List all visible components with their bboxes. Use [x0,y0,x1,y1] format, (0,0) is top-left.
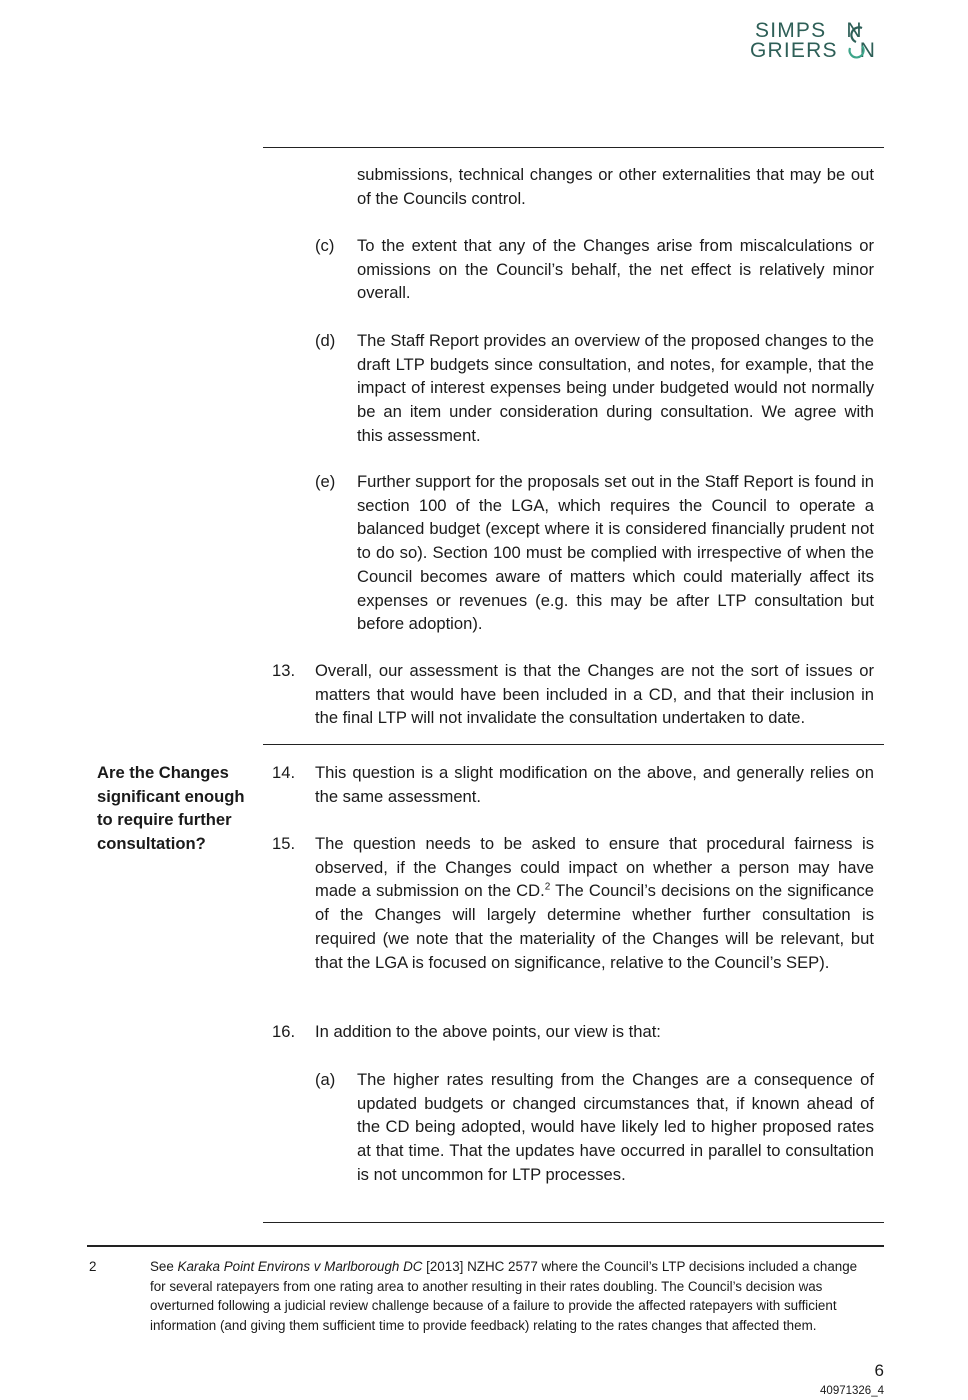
logo-mark-icon [846,22,866,62]
footnote-text [150,1257,876,1335]
continuation-text: submissions, technical changes or other externalities that may be out of the Councils control. [357,165,874,208]
para-13-text: Overall, our assessment is that the Changes are not the sort of issues or matters that would have been included in a CD, and that their inclusion in the final LTP will not invalidate the consultation undertaken to date. [315,661,874,728]
footnote-number: 2 [89,1259,97,1274]
item-16a-text: The higher rates resulting from the Changes are a consequence of updated budgets or changed circumstances that, if known ahead of the CD being adopted, would have likely led to higher proposed rates at that time. That the updates have occurred in parallel to consultation is not uncommon for LTP processes. [357,1070,874,1184]
logo-text-line2: GRIERS [750,39,838,62]
footnote-ref-2[interactable]: 2 [544,881,551,893]
item-d-text: The Staff Report provides an overview of the proposed changes to the draft LTP budgets since consultation, and notes, for example, that the impact of interest expenses being under budgeted would not normally be an item under consideration during consultation. We agree with this assessment. [357,331,874,445]
page-number: 6 [874,1361,884,1380]
logo-text-line1-end: N [846,19,863,42]
footnote-body: [2013] NZHC 2577 where the Council’s LTP decisions included a change for several ratepayers from one rating area to another resulting in their rates doubling. The Council’s decision was overturned following a judicial review challenge because of a failure to provide the affected ratepayers with sufficient information (and giving them sufficient time to provide feedback) relating to the rates changes that affected them. [150,1259,858,1333]
para-15-text-before: The question needs to be asked to ensure that procedural fairness is observed, if the Changes could impact on whether a person may have made a submission on the CD. [315,834,874,901]
footnote-see: See [150,1259,178,1274]
item-c-label: (c) [315,236,335,255]
bottom-rule [263,1222,884,1223]
item-c-text: To the extent that any of the Changes arise from miscalculations or omissions on the Council’s behalf, the net effect is relatively minor overall. [357,236,874,303]
item-e-label: (e) [315,472,336,491]
para-15-text-after: The Council’s decisions on the significance of the Changes will largely determine whether further consultation is required (we note that the materiality of the Changes will be relevant, but that the LGA is focused on significance, relative to the Council’s SEP). [315,881,874,972]
logo-text-line1: SIMPS [755,19,827,42]
simpson-grierson-logo [748,18,888,66]
logo-text-line2-end: N [859,39,877,62]
top-rule [263,147,884,148]
para-15-text [315,832,874,974]
para-15-label: 15. [272,834,296,853]
footnote-rule [87,1245,884,1247]
side-heading: Are the Changes significant enough to require further consultation? [97,763,245,854]
para-16-label: 16. [272,1022,296,1041]
para-13-label: 13. [272,661,296,680]
item-d-label: (d) [315,331,336,350]
item-16a-label: (a) [315,1070,336,1089]
item-e-text: Further support for the proposals set out in the Staff Report is found in section 100 of the LGA, which requires the Council to operate a balanced budget (except where it is considered financially prudent not to do so). Section 100 must be complied with irrespective of when the Council becomes aware of matters which could materially affect its expenses or revenues (e.g. this may be after LTP consultation but before adoption). [357,472,874,634]
footnote-case-name: Karaka Point Environs v Marlborough DC [177,1259,423,1274]
para-16-text: In addition to the above points, our view is that: [315,1022,661,1041]
document-reference: 40971326_4 [820,1385,884,1397]
para-14-text: This question is a slight modification on the above, and generally relies on the same assessment. [315,763,874,806]
section-rule [263,744,884,745]
para-14-label: 14. [272,763,296,782]
